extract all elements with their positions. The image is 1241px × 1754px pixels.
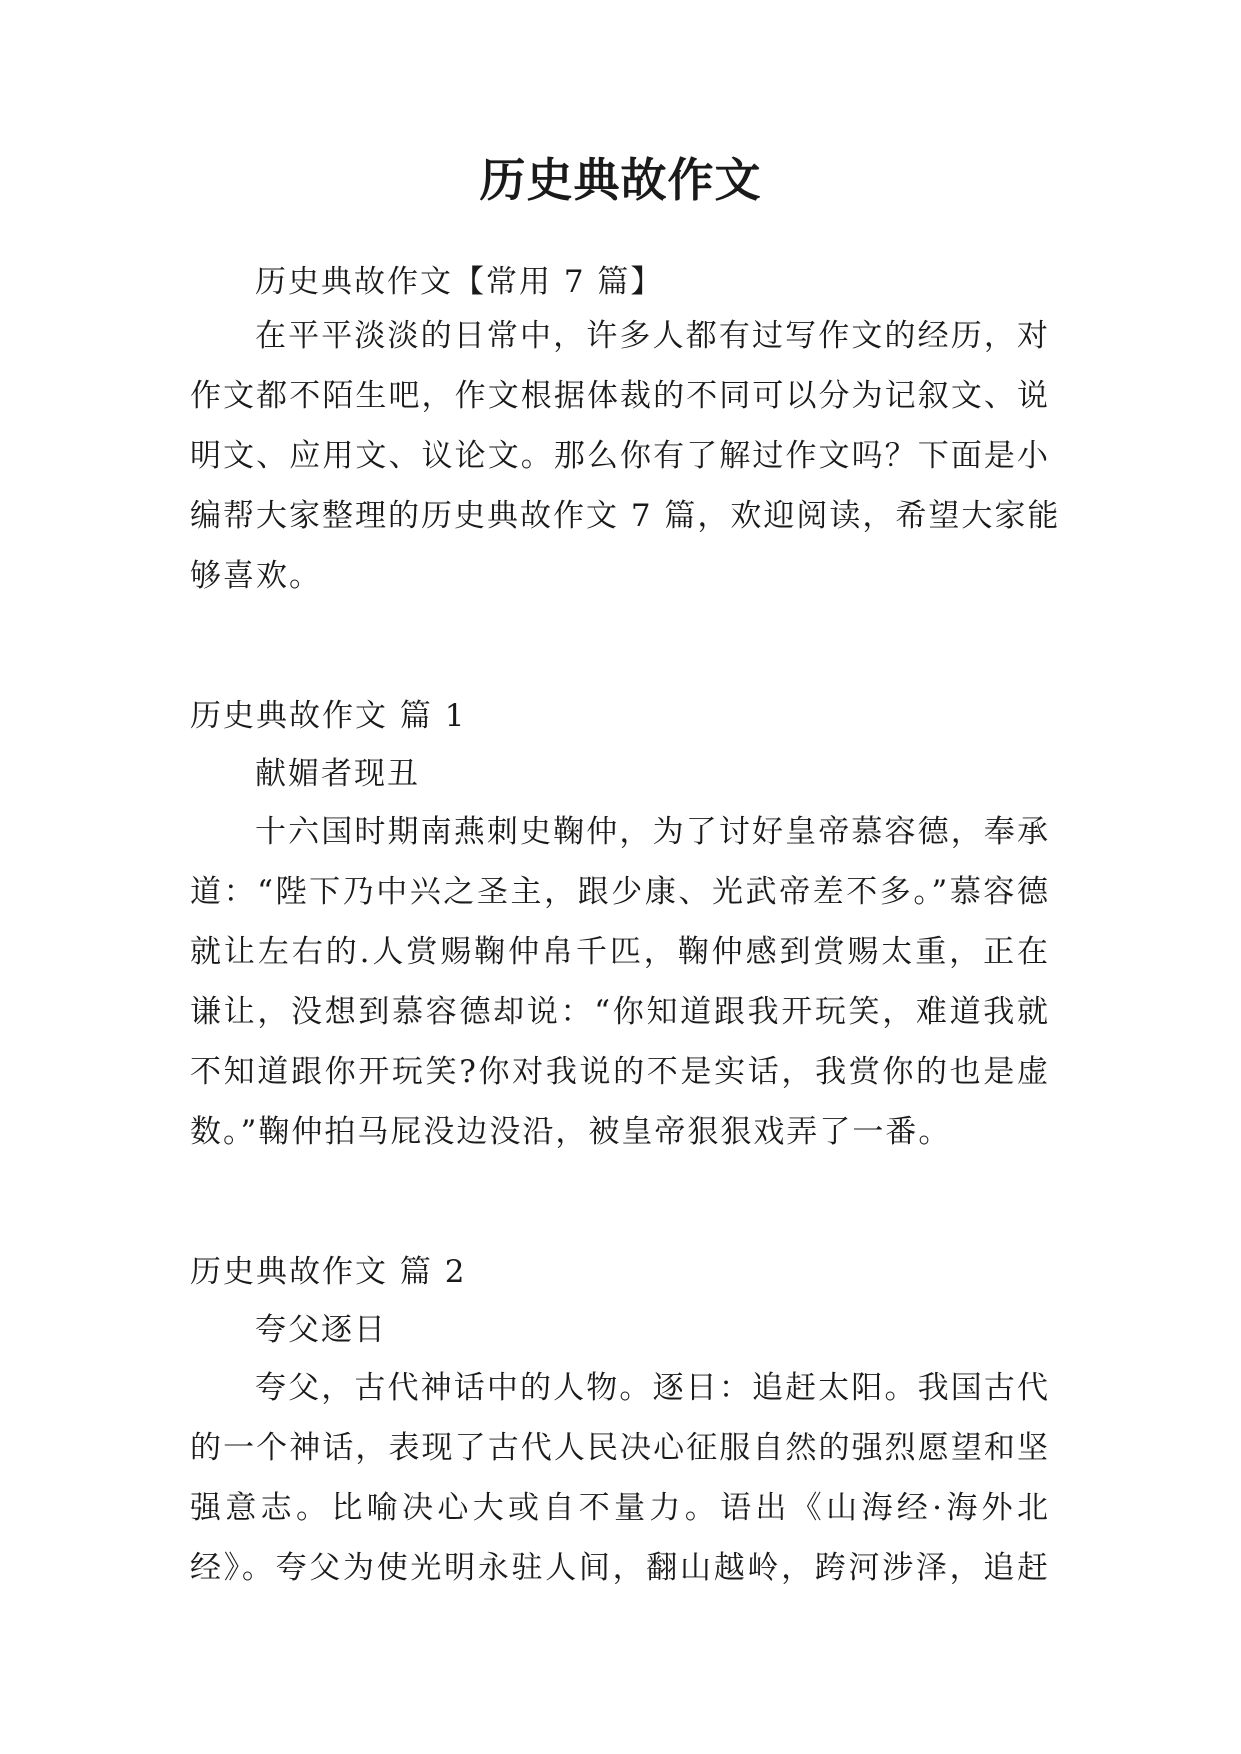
intro-line: 够喜欢。 [190, 558, 322, 594]
section-heading: 历史典故作文 篇 2 [190, 1254, 467, 1290]
section-heading: 历史典故作文 篇 1 [190, 698, 467, 734]
document-subtitle: 历史典故作文【常用 7 篇】 [255, 264, 664, 300]
story-line: 谦让，没想到慕容德却说：“你知道跟我开玩笑，难道我就 [190, 994, 1050, 1030]
page-title: 历史典故作文 [479, 153, 762, 207]
story-title: 献媚者现丑 [255, 756, 420, 792]
intro-line: 作文都不陌生吧，作文根据体裁的不同可以分为记叙文、说 [190, 378, 1050, 414]
story-title: 夸父逐日 [255, 1312, 387, 1348]
story-line: 就让左右的.人赏赐鞠仲帛千匹，鞠仲感到赏赐太重，正在 [190, 934, 1050, 970]
story-line: 强意志。比喻决心大或自不量力。语出《山海经·海外北 [190, 1490, 1050, 1526]
story-line: 经》。夸父为使光明永驻人间，翻山越岭，跨河涉泽，追赶 [190, 1550, 1050, 1586]
story-line: 十六国时期南燕刺史鞠仲，为了讨好皇帝慕容德，奉承 [255, 814, 1050, 850]
story-line: 夸父，古代神话中的人物。逐日：追赶太阳。我国古代 [255, 1370, 1050, 1406]
intro-line: 明文、应用文、议论文。那么你有了解过作文吗？下面是小 [190, 438, 1050, 474]
story-line: 数。”鞠仲拍马屁没边没沿，被皇帝狠狠戏弄了一番。 [190, 1114, 952, 1150]
intro-line: 编帮大家整理的历史典故作文 7 篇，欢迎阅读，希望大家能 [190, 498, 1061, 534]
story-line: 道：“陛下乃中兴之圣主，跟少康、光武帝差不多。”慕容德 [190, 874, 1050, 910]
story-line: 不知道跟你开玩笑?你对我说的不是实话，我赏你的也是虚 [190, 1054, 1050, 1090]
intro-line: 在平平淡淡的日常中，许多人都有过写作文的经历，对 [255, 318, 1050, 354]
story-line: 的一个神话，表现了古代人民决心征服自然的强烈愿望和坚 [190, 1430, 1050, 1466]
